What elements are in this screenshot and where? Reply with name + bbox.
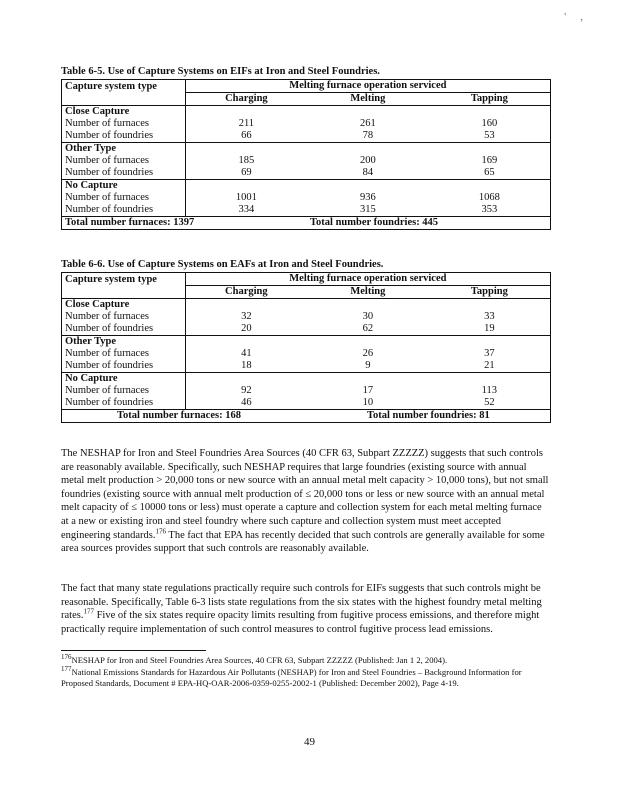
- cell-value: 10: [307, 397, 429, 410]
- table1-col-charging: Charging: [185, 93, 307, 106]
- row-label: Number of foundries: [62, 397, 186, 410]
- cell-value: 37: [429, 348, 551, 360]
- footnote-text: National Emissions Standards for Hazardous Air Pollutants (NESHAP) for Iron and Steel Foundries – Background Information for Proposed Standards, Document # EPA-HQ-OAR-2006-0359-0255-2002-1 (Published: December 2002), Page 4-19.: [61, 667, 522, 688]
- paragraph-neshap: [61, 447, 551, 556]
- footnote-text: NESHAP for Iron and Steel Foundries Area Sources, 40 CFR 63, Subpart ZZZZZ (Published: Jan 1 2, 2004).: [71, 655, 448, 665]
- cell-value: 315: [307, 204, 429, 217]
- table1-header-label: Capture system type: [62, 80, 186, 93]
- cell-value: 200: [359, 155, 376, 166]
- table-row: [62, 323, 551, 336]
- table-row: [62, 397, 551, 410]
- table1-section-title: No Capture: [62, 180, 186, 193]
- table2-section-row: [62, 373, 551, 386]
- cell-value: 69: [185, 167, 307, 180]
- table-row: [62, 311, 551, 323]
- table1-totals-row: [62, 217, 551, 230]
- row-label: Number of foundries: [62, 204, 186, 217]
- cell-value: 211: [238, 118, 255, 129]
- table1-section-title: Close Capture: [62, 106, 186, 119]
- cell-value: 169: [429, 155, 551, 167]
- paragraph-neshap-text-b: The fact that EPA has recently decided that such controls are generally available for some area sources provides support that such controls are reasonably available.: [61, 529, 545, 555]
- cell-value: 160: [429, 118, 551, 130]
- footnote-number: 176: [61, 653, 72, 662]
- table-row: [62, 155, 551, 167]
- paragraph-neshap-text: The NESHAP for Iron and Steel Foundries Area Sources (40 CFR 63, Subpart ZZZZZ) suggests that such controls are reasonably available. Specifically, such NESHAP requires that large foundries (existing source with annual metal melt production > 20,000 tons or new source with an annual metal melt capacity > 10,000 tons), but not small foundries (existing source with annual melt production of ≤ 20,000 tons or less or new source with an annual metal melt capacity of ≤ 10000 tons or less) must operate a capture and collection system for each metal melting furnace at a new or existing iron and steel foundry where such capture and collection system must meet accepted engineering standards.: [61, 448, 549, 541]
- footnote-176: [61, 655, 551, 666]
- table-row: [62, 130, 551, 143]
- table1-total-furnaces: Total number furnaces: 1397: [62, 217, 308, 230]
- paragraph-state-text-b: Five of the six states require opacity limits resulting from fugitive process emissions, and therefore might practically require implementation of such control measures to control fugitive process lead emissions.: [61, 610, 540, 635]
- cell-value: 20: [185, 323, 307, 336]
- table1-section-row: [62, 143, 551, 156]
- row-label: Number of foundries: [62, 360, 186, 373]
- table1-col-melting: Melting: [307, 93, 429, 106]
- cell-value: 84: [307, 167, 429, 180]
- cell-value: 17: [362, 385, 374, 396]
- footnote-ref: 176: [155, 527, 166, 536]
- table1-section-row: [62, 180, 551, 193]
- table2-caption: Table 6-6. Use of Capture Systems on EAFs at Iron and Steel Foundries.: [61, 259, 384, 270]
- table1-col-tapping: Tapping: [429, 93, 551, 106]
- cell-value: 62: [307, 323, 429, 336]
- cell-value: 92: [241, 385, 252, 396]
- table-row: [62, 192, 551, 204]
- cell-value: 9: [307, 360, 429, 373]
- cell-value: 353: [429, 204, 551, 217]
- row-label: Number of foundries: [62, 323, 186, 336]
- cell-value: 65: [429, 167, 551, 180]
- row-label: Number of furnaces: [62, 118, 186, 130]
- footnote-number: 177: [61, 665, 72, 674]
- table2: [61, 272, 551, 423]
- page-number: 49: [304, 736, 315, 748]
- table-row: [62, 204, 551, 217]
- cell-value: 33: [429, 311, 551, 323]
- footnote-divider: [61, 650, 206, 651]
- table2-col-charging: Charging: [185, 286, 307, 299]
- table-row: [62, 385, 551, 397]
- table1-group-header: Melting furnace operation serviced: [185, 80, 550, 93]
- cell-value: 21: [429, 360, 551, 373]
- table-row: [62, 348, 551, 360]
- table1-total-foundries: Total number foundries: 445: [307, 217, 551, 230]
- row-label: Number of furnaces: [62, 385, 186, 397]
- cell-value: 53: [429, 130, 551, 143]
- cell-value: 52: [429, 397, 551, 410]
- footnote-177: [61, 667, 551, 688]
- cell-value: 66: [185, 130, 307, 143]
- cell-value: 46: [185, 397, 307, 410]
- row-label: Number of furnaces: [62, 348, 186, 360]
- cell-value: 19: [429, 323, 551, 336]
- cell-value: 78: [307, 130, 429, 143]
- cell-value: 334: [185, 204, 307, 217]
- row-label: Number of furnaces: [62, 155, 186, 167]
- table1-section-title: Other Type: [62, 143, 186, 156]
- table2-group-header: Melting furnace operation serviced: [185, 273, 550, 286]
- paragraph-state-text: The fact that many state regulations practically require such controls for EIFs suggests that such controls might be reasonable. Specifically, Table 6-3 lists state regulations from the six states with the highest foundry metal melting rates.: [61, 583, 542, 622]
- row-label: Number of foundries: [62, 130, 186, 143]
- paragraph-state-regulations: [61, 582, 551, 636]
- table-row: [62, 167, 551, 180]
- table2-section-title: Other Type: [62, 336, 186, 349]
- table2-col-tapping: Tapping: [429, 286, 551, 299]
- cell-value: 936: [359, 192, 376, 203]
- table2-total-foundries: Total number foundries: 81: [307, 410, 551, 423]
- table1: [61, 79, 551, 230]
- cell-value: 41: [241, 348, 252, 359]
- table-row: [62, 360, 551, 373]
- cell-value: 1068: [429, 192, 551, 204]
- table2-section-title: No Capture: [62, 373, 186, 386]
- row-label: Number of furnaces: [62, 192, 186, 204]
- table2-total-furnaces: Total number furnaces: 168: [62, 410, 307, 423]
- table1-section-row: [62, 106, 551, 119]
- row-label: Number of foundries: [62, 167, 186, 180]
- cell-value: 26: [362, 348, 374, 359]
- table2-totals-row: [62, 410, 551, 423]
- row-label: Number of furnaces: [62, 311, 186, 323]
- cell-value: 113: [429, 385, 551, 397]
- cell-value: 18: [185, 360, 307, 373]
- table-row: [62, 118, 551, 130]
- table2-section-title: Close Capture: [62, 299, 186, 312]
- corner-mark: ' ,: [564, 12, 589, 23]
- cell-value: 261: [359, 118, 376, 129]
- cell-value: 30: [362, 311, 374, 322]
- table1-caption: Table 6-5. Use of Capture Systems on EIFs at Iron and Steel Foundries.: [61, 66, 380, 77]
- table2-section-row: [62, 336, 551, 349]
- table2-col-melting: Melting: [307, 286, 429, 299]
- cell-value: 185: [238, 155, 255, 166]
- cell-value: 32: [241, 311, 252, 322]
- footnote-ref: 177: [83, 607, 94, 616]
- cell-value: 1001: [235, 192, 257, 203]
- table2-header-label: Capture system type: [62, 273, 186, 286]
- table2-section-row: [62, 299, 551, 312]
